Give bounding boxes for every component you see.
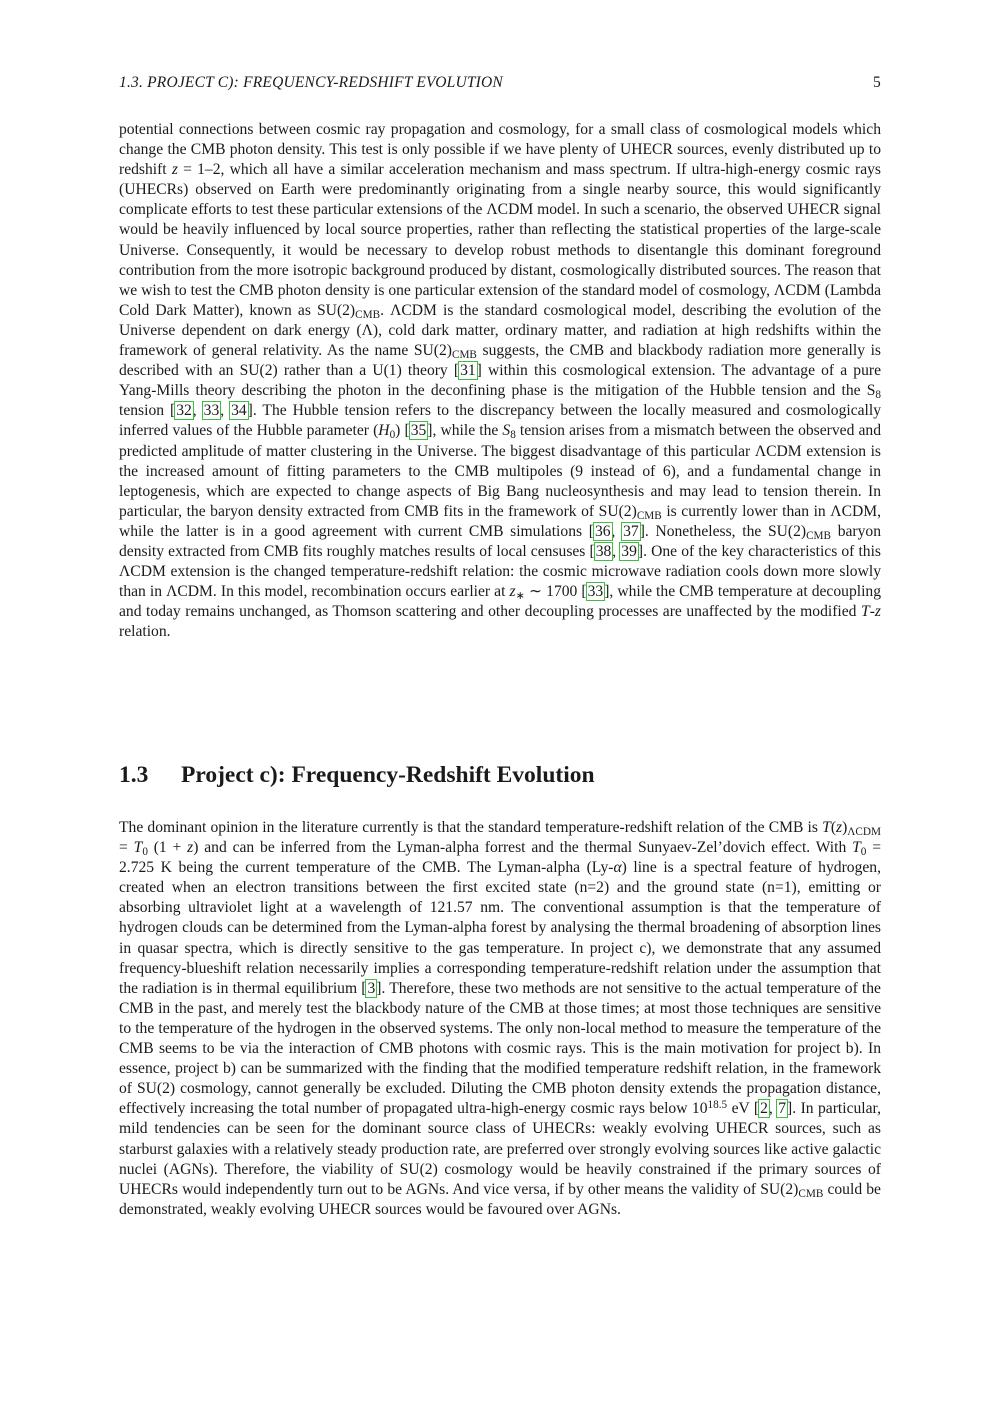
math-symbol: z [509,583,516,601]
math-symbol: z [187,839,194,857]
body-paragraph-1: potential connections between cosmic ray propagation and cosmology, for a small class of cosmological models which change the CMB photon density. This test is only possible if we have plenty of UHECR sources, evenly distributed up to redshift z = 1–2, which all have a similar acceleration mechanism and mass spectrum. If ultra-high-energy cosmic rays (UHECRs) observed on Earth were predominantly originating from a single nearby source, this would significantly complicate efforts to test these particular extensions of the ΛCDM model. In such a scenario, the observed UHECR signal would be heavily influenced by local source properties, rather than reflecting the statistical properties of the large-scale Universe. Consequently, it would be necessary to develop robust methods to disentangle this dominant foreground contribution from the more isotropic background produced by distant, cosmologically distributed sources. The reason that we wish to test the CMB photon density is one particular extension of the standard model of cosmology, ΛCDM (Lambda Cold Dark Matter), known as $SU(2)_{CMB}$. ΛCDM is the standard cosmological model, describing the evolution of the Universe dependent on dark energy (Λ), cold dark matter, ordinary matter, and radiation at high redshifts within the framework of general relativity. As the name $SU(2)_{CMB}$ suggests, the CMB and blackbody radiation more generally is described with an SU(2) rather than a U(1) theory [31] within this cosmological extension. The advantage of a pure Yang-Mills theory describing the photon in the deconfining phase is the mitigation of the Hubble tension and the $S_8$ tension [32, 33, 34]. The Hubble tension refers to the discrepancy between the locally measured and cosmologically inferred values of the Hubble parameter $(H_0)$ [35], while the $S_8$ tension arises from a mismatch between the observed and predicted amplitude of matter clustering in the Universe. The biggest disadvantage of this particular ΛCDM extension is the increased amount of fitting parameters to the CMB multipoles (9 instead of 6), and a fundamental change in leptogenesis, which are expected to change aspects of Big Bang nucleosynthesis and may lead to tension therein. In particular, the baryon density extracted from CMB fits in the framework of $SU(2)_{CMB}$ is currently lower than in ΛCDM, while the latter is in a good agreement with current CMB simulations [36, 37]. Nonetheless, the $SU(2)_{CMB}$ baryon density extracted from CMB fits roughly matches results of local censuses [38, 39]. One of the key characteristics of this ΛCDM extension is the changed temperature-redshift relation: the cosmic microwave radiation cools down more slowly than in ΛCDM. In this model, recombination occurs earlier at $z_∗$ ∼ 1700 [33], while the CMB temperature at decoupling and today remains unchanged, as Thomson scattering and other decoupling processes are unaffected by the modified T-z relation. [119,121,882,641]
text-run: relation. [119,623,171,641]
text-run: baryon density extracted from CMB fits roughly matches results of local censuses [119,522,881,560]
citation-link[interactable]: 35 [410,422,427,440]
math-symbol: T [822,819,831,836]
text-run: . One of the key characteristics of this ΛCDM extension is the changed temperature-redshift relation: the cosmic microwave radiation cools down more slowly than in ΛCDM. In this model, recombination occurs earlier at [119,542,882,601]
citation-link[interactable]: 38 [595,542,612,560]
section-heading [119,761,881,789]
text-run: = [119,839,134,857]
text-run: is currently lower than in ΛCDM, while the latter is in a good agreement with current CMB simulations [119,502,881,540]
citation-link[interactable]: 3 [367,979,376,997]
math-symbol: H [378,422,390,440]
subscript: CMB [451,349,477,362]
text-run: ( [830,819,837,836]
citation-link[interactable]: 36 [594,522,611,540]
text-run: within this cosmological extension. The advantage of a pure Yang-Mills theory describing the photon in the deconfining phase is the mitigation of the Hubble tension and the S [119,362,881,400]
page-number: 5 [873,74,881,91]
text-run: , while the [432,422,503,440]
math-symbol: z [836,819,843,836]
section-title: Project c): Frequency-Redshift Evolution [181,762,595,788]
subscript: 8 [510,429,516,442]
text-run: tension arises from a mismatch between the observed and predicted amplitude of matter clustering in the Universe. The biggest disadvantage of this particular ΛCDM extension is the increased amount of fitting parameters to the CMB multipoles (9 instead of 6), and a fundamental change in leptogenesis, which are expected to change aspects of Big Bang nucleosynthesis and may lead to tension therein. In particular, the baryon density extracted from CMB fits in the framework of SU(2) [119,422,882,520]
text-run: . Nonetheless, the SU(2) [644,522,807,540]
math-symbol: S [502,422,511,440]
citation-link[interactable]: 32 [176,402,192,420]
text-run: = 2.725 K being the current temperature of the CMB. The Lyman-alpha (Ly- [119,839,882,877]
subscript: 0 [860,846,867,859]
subscript: 0 [389,429,396,442]
subscript: ΛCDM [847,826,881,839]
citation-link[interactable]: 33 [587,583,604,601]
subscript: 8 [875,389,881,402]
subscript: CMB [806,530,832,543]
citation-link[interactable]: 7 [778,1100,787,1118]
text-run: (1 + [147,839,188,857]
citation-link[interactable]: 37 [623,522,639,540]
subscript: CMB [636,509,662,522]
text-run: . ΛCDM is the standard cosmological model, describing the evolution of the Universe dependent on dark energy (Λ), cold dark matter, ordinary matter, and radiation at high redshifts within the framework of general relativity. As the name SU(2) [119,301,881,360]
text-run: eV [727,1100,754,1118]
math-symbol: z [171,161,178,179]
text-run: ) line is a spectral feature of hydrogen, created when an electron transitions between the first excited state (n=2) and the ground state (n=1), emitting or absorbing ultraviolet light at a wavelength of 121.57 nm. The conventional assumption is that the temperature of hydrogen clouds can be determined from the Lyman-alpha forest by analysing the thermal broadening of absorption lines in quasar spectra, which is directly sensitive to the gas temperature. In project c), we demonstrate that any assumed frequency-blueshift relation necessarily implies a corresponding temperature-redshift relation under the assumption that the radiation is in thermal equilibrium [119,859,881,997]
running-header [119,74,881,92]
text-run: ) [395,422,405,440]
superscript: 18.5 [707,1099,728,1112]
text-run: . Therefore, these two methods are not sensitive to the actual temperature of the CMB in the past, and merely test the blackbody nature of the CMB at those times; at most those techniques are sensitive to the temperature of the hydrogen in the observed systems. The only non-local method to measure the temperature of the CMB seems to be via the interaction of CMB photons with cosmic rays. This is the main motivation for project b). In essence, project b) can be summarized with the finding that the modified temperature redshift relation, in the framework of SU(2) cosmology, cannot generally be excluded. Diluting the CMB photon density extends the propagation distance, effectively increasing the total number of propagated ultra-high-energy cosmic rays below 10 [119,979,881,1118]
text-run: potential connections between cosmic ray propagation and cosmology, for a small class of cosmological models which change the CMB photon density. This test is only possible if we have plenty of UHECR sources, evenly distributed up to redshift [119,121,881,179]
math-symbol: z [874,603,881,621]
text-run: suggests, the CMB and blackbody radiation more generally is described with an SU(2) rather than a U(1) theory [119,342,882,380]
running-title: 1.3. PROJECT C): FREQUENCY-REDSHIFT EVOLUTION [119,74,503,91]
body-paragraph-2: The dominant opinion in the literature currently is that the standard temperature-redshift relation of the CMB is $T(z)_{\Lambda CDM} = T_0$ (1 + z) and can be inferred from the Lyman-alpha forrest and the thermal Sunyaev-Zel’dovich effect. With $T_0 = 2.725$ K being the current temperature of the CMB. The Lyman-alpha (Ly-α) line is a spectral feature of hydrogen, created when an electron transitions between the first excited state (n=2) and the ground state (n=1), emitting or absorbing ultraviolet light at a wavelength of 121.57 nm. The conventional assumption is that the temperature of hydrogen clouds can be determined from the Lyman-alpha forest by analysing the thermal broadening of absorption lines in quasar spectra, which is directly sensitive to the gas temperature. In project c), we demonstrate that any assumed frequency-blueshift relation necessarily implies a corresponding temperature-redshift relation under the assumption that the radiation is in thermal equilibrium [3]. Therefore, these two methods are not sensitive to the actual temperature of the CMB in the past, and merely test the blackbody nature of the CMB at those times; at most those techniques are sensitive to the temperature of the hydrogen in the observed systems. The only non-local method to measure the temperature of the CMB seems to be via the interaction of CMB photons with cosmic rays. This is the main motivation for project b). In essence, project b) can be summarized with the finding that the modified temperature redshift relation, in the framework of SU(2) cosmology, cannot generally be excluded. Diluting the CMB photon density extends the propagation distance, effectively increasing the total number of propagated ultra-high-energy cosmic rays below $10^{18.5}$ eV [2, 7]. In particular, mild tendencies can be seen for the dominant source class of UHECRs: weakly evolving UHECR sources, such as starburst galaxies with a relatively steady production rate, are preferred over strongly evolving sources like active galactic nuclei (AGNs). Therefore, the viability of SU(2) cosmology would be heavily constrained if the primary sources of UHECRs would independently turn out to be AGNs. And vice versa, if by other means the validity of $SU(2)_{CMB}$ could be demonstrated, weakly evolving UHECR sources would be favoured over AGNs. [119,819,882,1218]
citation-link[interactable]: 33 [203,402,220,420]
subscript: CMB [798,1187,824,1200]
math-symbol: α [613,859,622,877]
text-run: ) [842,819,848,836]
citation-link[interactable]: 2 [760,1100,768,1118]
section-number: 1.3 [119,762,149,788]
citation-link[interactable]: 39 [621,542,637,560]
math-symbol: T [852,839,861,857]
text-run: ) and can be inferred from the Lyman-alpha forrest and the thermal Sunyaev-Zel’dovich effect. With [193,839,853,857]
subscript: ∗ [515,590,525,603]
text-run: . The Hubble tension refers to the discrepancy between the locally measured and cosmologically inferred values of the Hubble parameter ( [119,402,882,440]
citation-link[interactable]: 31 [460,362,476,380]
subscript: 0 [142,846,148,859]
text-run: = 1–2, which all have a similar acceleration mechanism and mass spectrum. If ultra-high-energy cosmic rays (UHECRs) observed on Earth were predominantly originating from a single nearby source, this would significantly complicate efforts to test these particular extensions of the ΛCDM model. In such a scenario, the observed UHECR signal would be heavily influenced by local source properties, rather than reflecting the statistical properties of the large-scale Universe. Consequently, it would be necessary to develop robust methods to disentangle this dominant foreground contribution from the more isotropic background produced by distant, cosmologically distributed sources. The reason that we wish to test the CMB photon density is one particular extension of the standard model of cosmology, ΛCDM (Lambda Cold Dark Matter), known as SU(2) [119,161,881,319]
subscript: CMB [355,308,381,321]
text-run: - [869,603,875,621]
text-run: tension [119,402,170,420]
text-run: . In particular, mild tendencies can be seen for the dominant source class of UHECRs: weakly evolving UHECR sources, such as starburst galaxies with a relatively steady production rate, are preferred over strongly evolving sources like active galactic nuclei (AGNs). Therefore, the viability of SU(2) cosmology would be heavily constrained if the primary sources of UHECRs would independently turn out to be AGNs. And vice versa, if by other means the validity of SU(2) [119,1100,882,1198]
text-run: The dominant opinion in the literature currently is that the standard temperature-redshift relation of the CMB is [119,819,823,836]
math-symbol: T [133,839,143,857]
text-run: , while the CMB temperature at decoupling and today remains unchanged, as Thomson scattering and other decoupling processes are unaffected by the modified [119,583,881,621]
citation-link[interactable]: 34 [231,402,247,420]
math-symbol: T [861,603,870,621]
text-run: could be demonstrated, weakly evolving UHECR sources would be favoured over AGNs. [119,1180,881,1218]
text-run: ∼ 1700 [524,583,582,601]
